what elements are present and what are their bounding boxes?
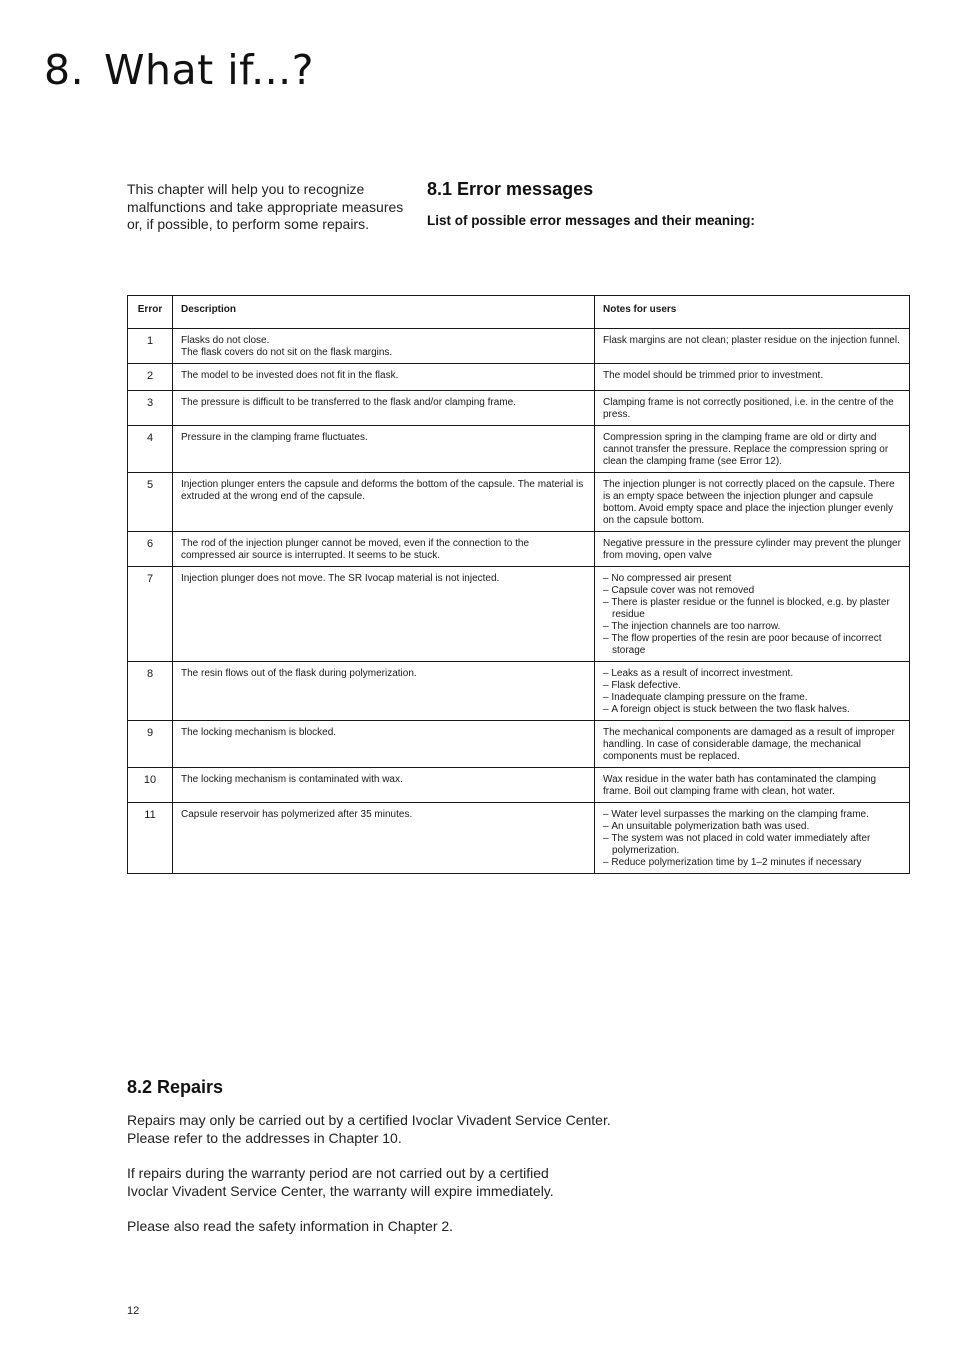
notes-list: [603, 668, 901, 716]
error-code-cell: 9: [128, 721, 173, 768]
description-cell: Injection plunger does not move. The SR Ivocap material is not injected.: [173, 567, 595, 662]
page-number: 12: [127, 1305, 140, 1317]
notes-cell: The injection plunger is not correctly placed on the capsule. There is an empty space between the injection plunger and capsule bottom. Avoid empty space and place the injection plunger evenly on the capsule bottom.: [595, 473, 910, 532]
repairs-paragraph: If repairs during the warranty period are not carried out by a certified Ivoclar Vivadent Service Center, the warranty will expire immediately.: [127, 1165, 554, 1199]
notes-list-item: – Capsule cover was not removed: [603, 585, 901, 597]
header-notes: Notes for users: [595, 296, 910, 329]
table-row: [128, 803, 910, 874]
section-error-messages: [427, 178, 755, 230]
notes-list-item: – A foreign object is stuck between the two flask halves.: [603, 704, 901, 716]
table-row: [128, 329, 910, 364]
notes-cell: Flask margins are not clean; plaster residue on the injection funnel.: [595, 329, 910, 364]
error-code-cell: 10: [128, 768, 173, 803]
notes-list-item: – Flask defective.: [603, 680, 901, 692]
notes-list-item: – Inadequate clamping pressure on the frame.: [603, 692, 901, 704]
error-code-cell: 5: [128, 473, 173, 532]
notes-cell: Clamping frame is not correctly positioned, i.e. in the centre of the press.: [595, 391, 910, 426]
description-cell: The rod of the injection plunger cannot be moved, even if the connection to the compressed air source is interrupted. It seems to be stuck.: [173, 532, 595, 567]
notes-cell: The mechanical components are damaged as a result of improper handling. In case of considerable damage, the mechanical components must be replaced.: [595, 721, 910, 768]
error-code-cell: 4: [128, 426, 173, 473]
notes-list-item: – Reduce polymerization time by 1–2 minutes if necessary: [603, 857, 901, 869]
notes-cell: [595, 803, 910, 874]
table-row: [128, 768, 910, 803]
table-row: [128, 473, 910, 532]
description-cell: Capsule reservoir has polymerized after 35 minutes.: [173, 803, 595, 874]
notes-list-item: – An unsuitable polymerization bath was used.: [603, 821, 901, 833]
notes-cell: Wax residue in the water bath has contaminated the clamping frame. Boil out clamping frame with clean, hot water.: [595, 768, 910, 803]
repairs-paragraph: Repairs may only be carried out by a certified Ivoclar Vivadent Service Center. Please refer to the addresses in Chapter 10.: [127, 1112, 611, 1146]
table-row: [128, 391, 910, 426]
repairs-paragraph: Please also read the safety information in Chapter 2.: [127, 1218, 454, 1234]
notes-list: [603, 573, 901, 657]
notes-list-item: – The flow properties of the resin are poor because of incorrect storage: [603, 633, 901, 657]
notes-list-item: – There is plaster residue or the funnel is blocked, e.g. by plaster residue: [603, 597, 901, 621]
description-cell: Flasks do not close. The flask covers do not sit on the flask margins.: [173, 329, 595, 364]
table-row: [128, 721, 910, 768]
notes-list: [603, 809, 901, 869]
error-code-cell: 11: [128, 803, 173, 874]
notes-cell: [595, 567, 910, 662]
table-header: [128, 296, 910, 329]
notes-list-item: – No compressed air present: [603, 573, 901, 585]
table-body: [128, 329, 910, 874]
description-cell: The locking mechanism is contaminated with wax.: [173, 768, 595, 803]
chapter-title: [44, 44, 314, 96]
section-repairs: [127, 1076, 647, 1252]
error-messages-table: [127, 295, 910, 874]
description-cell: Pressure in the clamping frame fluctuates.: [173, 426, 595, 473]
description-cell: The model to be invested does not fit in the flask.: [173, 364, 595, 391]
notes-list-item: – The injection channels are too narrow.: [603, 621, 901, 633]
chapter-intro: This chapter will help you to recognize malfunctions and take appropriate measures or, if possible, to perform some repairs.: [127, 181, 404, 232]
description-cell: Injection plunger enters the capsule and deforms the bottom of the capsule. The material is extruded at the wrong end of the capsule.: [173, 473, 595, 532]
notes-list-item: – Water level surpasses the marking on the clamping frame.: [603, 809, 901, 821]
chapter-number: 8.: [44, 46, 85, 94]
description-cell: The resin flows out of the flask during polymerization.: [173, 662, 595, 721]
header-description: Description: [173, 296, 595, 329]
table-row: [128, 662, 910, 721]
table-row: [128, 567, 910, 662]
error-code-cell: 7: [128, 567, 173, 662]
description-cell: The locking mechanism is blocked.: [173, 721, 595, 768]
chapter-title-text: What if...?: [104, 46, 314, 94]
table-row: [128, 532, 910, 567]
error-code-cell: 8: [128, 662, 173, 721]
notes-cell: Compression spring in the clamping frame are old or dirty and cannot transfer the pressure. Replace the compression spring or clean the clamping frame (see Error 12).: [595, 426, 910, 473]
header-error: Error: [128, 296, 173, 329]
notes-list-item: – Leaks as a result of incorrect investment.: [603, 668, 901, 680]
error-code-cell: 3: [128, 391, 173, 426]
table-row: [128, 364, 910, 391]
table-header-row: [128, 296, 910, 329]
notes-cell: The model should be trimmed prior to investment.: [595, 364, 910, 391]
description-cell: The pressure is difficult to be transferred to the flask and/or clamping frame.: [173, 391, 595, 426]
notes-cell: [595, 662, 910, 721]
section-heading-repairs: 8.2 Repairs: [127, 1077, 224, 1097]
notes-list-item: – The system was not placed in cold water immediately after polymerization.: [603, 833, 901, 857]
table-row: [128, 426, 910, 473]
section-subheading-error-list: List of possible error messages and their meaning:: [427, 213, 755, 228]
notes-cell: Negative pressure in the pressure cylinder may prevent the plunger from moving, open valve: [595, 532, 910, 567]
error-code-cell: 1: [128, 329, 173, 364]
error-code-cell: 2: [128, 364, 173, 391]
section-heading-error-messages: 8.1 Error messages: [427, 179, 594, 199]
error-code-cell: 6: [128, 532, 173, 567]
